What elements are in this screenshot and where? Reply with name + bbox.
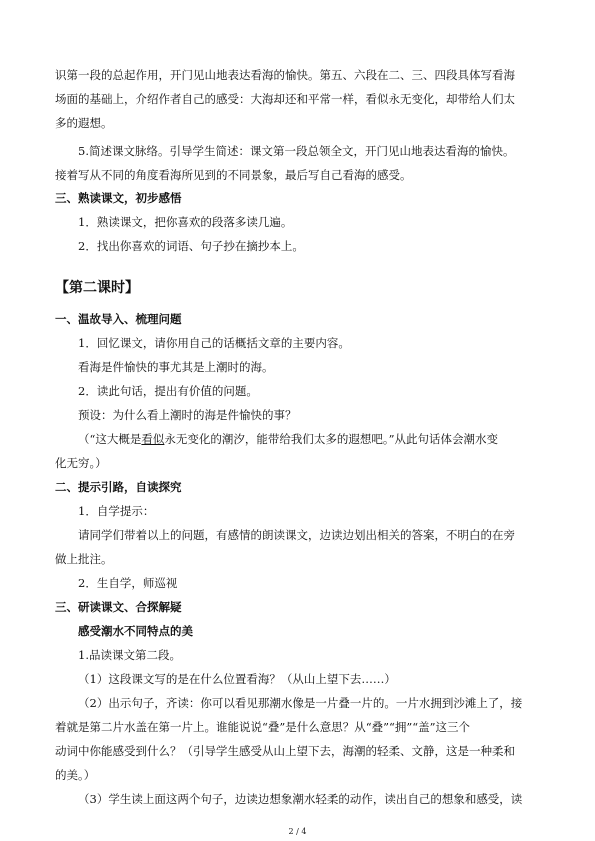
body-line: 1．自学提示： <box>78 504 155 518</box>
body-line: 场面的基础上，介绍作者自己的感受：大海却还和平常一样，看似永无变化，却带给人们太 <box>55 92 515 106</box>
body-line: 化无穷。） <box>55 456 107 470</box>
body-line: 动词中你能感受到什么？（引导学生感受从山上望下去，海潮的轻柔、文静，这是一种柔和 <box>55 744 515 758</box>
subheading: 感受潮水不同特点的美 <box>78 624 193 638</box>
body-line: 预设：为什么看上潮时的海是件愉快的事？ <box>78 408 297 422</box>
body-line: （3）学生读上面这两个句子，边读边想象潮水轻柔的动作，读出自己的想象和感受，读 <box>78 792 523 806</box>
body-line: 着就是第二片水盖在第一片上。谁能说说“叠”是什么意思？从“叠”“拥”“盖”这三个 <box>55 720 471 734</box>
body-line: 2．生自学，师巡视 <box>78 576 178 590</box>
body-line: 1．回忆课文，请你用自己的话概括文章的主要内容。 <box>78 336 350 350</box>
heading-three: 三、研读课文、合探解疑 <box>55 600 182 614</box>
body-line: 1．熟读课文，把你喜欢的段落多读几遍。 <box>78 215 293 229</box>
body-line: 请同学们带着以上的问题，有感情的朗读课文，边读边划出相关的答案，不明白的在旁 <box>78 528 515 542</box>
body-line: （1）这段课文写的是在什么位置看海？（从山上望下去……） <box>78 672 396 686</box>
heading-one: 一、温故导入、梳理问题 <box>55 312 182 326</box>
body-line: 2．读此句话，提出有价值的问题。 <box>78 384 258 398</box>
heading-three: 三、熟读课文，初步感悟 <box>55 191 182 205</box>
body-line: 接着写从不同的角度看海所见到的不同景象，最后写自己看海的感受。 <box>55 168 412 182</box>
page-number: 2 / 4 <box>288 827 307 836</box>
body-line: 2．找出你喜欢的词语、句子抄在摘抄本上。 <box>78 239 304 253</box>
body-line: 多的遐想。 <box>55 116 113 130</box>
quote-rest: 永无变化的潮汐，能带给我们太多的遐想吧。”从此句话体会潮水变 <box>164 432 499 446</box>
quote-start: （“这大概是 <box>78 432 142 446</box>
body-line: 做上批注。 <box>55 552 113 566</box>
body-line: （2）出示句子，齐读：你可以看见那潮水像是一片叠一片的。一片水拥到沙滩上了，接 <box>78 696 523 710</box>
body-line: 5.简述课文脉络。引导学生简述：课文第一段总领全文，开门见山地表达看海的愉快。 <box>78 144 515 158</box>
body-line <box>78 428 537 451</box>
heading-two: 二、提示引路，自读探究 <box>55 480 182 494</box>
body-line: 1.品读课文第二段。 <box>78 648 181 662</box>
body-line: 看海是件愉快的事尤其是上潮时的海。 <box>78 360 274 374</box>
body-line: 识第一段的总起作用，开门见山地表达看海的愉快。第五、六段在二、三、四段具体写看海 <box>55 68 515 82</box>
body-line: 的美。） <box>55 768 96 782</box>
section-title: 【第二课时】 <box>55 280 139 296</box>
underlined-word: 看似 <box>141 432 165 446</box>
